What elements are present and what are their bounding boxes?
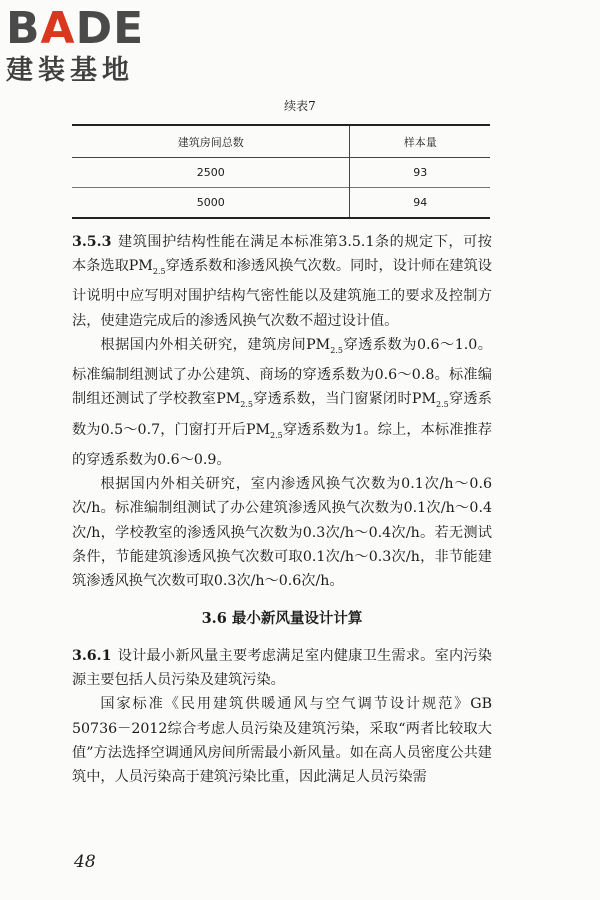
clause-number: 3.6.1: [72, 647, 112, 664]
sample-size-table: [72, 124, 490, 219]
paragraph-national-standard: 国家标准《民用建筑供暖通风与空气调节设计规范》GB 50736－2012综合考虑人员污染及建筑污染，采取“两者比较取大值”方法选择空调通风房间所需最小新风量。如在高人员密度公共建筑中，人员污染高于建筑污染比重，因此满足人员污染需: [72, 696, 492, 786]
bade-logo: [6, 4, 176, 88]
table-cell: 5000: [72, 188, 350, 219]
table-cell: 2500: [72, 158, 350, 188]
table-row: [72, 158, 490, 188]
table-header-row: [72, 125, 490, 158]
clause-3-5-3: 3.5.3 建筑围护结构性能在满足本标准第3.5.1条的规定下，可按本条选取$PM_{2.5}$穿透系数和渗透风换气次数。同时，设计师在建筑设计说明中应写明对围护结构气密性能以及建筑施工的要求及控制方法，使建造完成后的渗透风换气次数不超过设计值。: [72, 234, 492, 329]
pm25-term: $PM_{2.5}$: [411, 391, 449, 410]
table-header-sample-size: 样本量: [350, 125, 490, 158]
logo-subtitle: 建装基地: [6, 55, 134, 86]
paragraph-infiltration: 根据国内外相关研究，室内渗透风换气次数为0.1次/h～0.6次/h。标准编制组测试了办公建筑渗透风换气次数为0.1次/h～0.4次/h，学校教室的渗透风换气次数为0.3次/h～0.4次/h。若无测试条件，节能建筑渗透风换气次数可取0.1次/h～0.3次/h，非节能建筑渗透风换气次数可取0.3次/h～0.6次/h。: [72, 475, 492, 590]
pm25-term: $PM_{2.5}$: [245, 421, 283, 440]
table-caption: 续表7: [284, 99, 316, 113]
clause-3-6-1: 3.6.1 设计最小新风量主要考虑满足室内健康卫生需求。室内污染源主要包括人员污染及建筑污染。: [72, 647, 492, 689]
clause-number: 3.5.3: [72, 234, 112, 250]
table-cell: 93: [350, 158, 490, 188]
section-heading: 3.6 最小新风量设计计算: [201, 610, 363, 628]
paragraph-penetration: 根据国内外相关研究，建筑房间$PM_{2.5}$穿透系数为0.6～1.0。标准编制组测试了办公建筑、商场的穿透系数为0.6～0.8。标准编制组还测试了学校教室$PM_{2.5}$穿透系数，当门窗紧闭时$PM_{2.5}$穿透系数为0.5～0.7，门窗打开后$PM_{2.5}$穿透系数为1。综上，本标准推荐的穿透系数为0.6～0.9。: [72, 337, 492, 468]
table-header-room-count: 建筑房间总数: [72, 125, 350, 158]
pm25-term: $PM_{2.5}$: [216, 391, 254, 410]
pm25-term: $PM_{2.5}$: [128, 258, 166, 277]
logo-wordmark: BADE: [6, 3, 145, 54]
table-cell: 94: [350, 188, 490, 219]
table-row: [72, 188, 490, 219]
pm25-term: $PM_{2.5}$: [306, 337, 343, 355]
page-content: [72, 230, 492, 790]
page-number: 48: [74, 852, 96, 872]
